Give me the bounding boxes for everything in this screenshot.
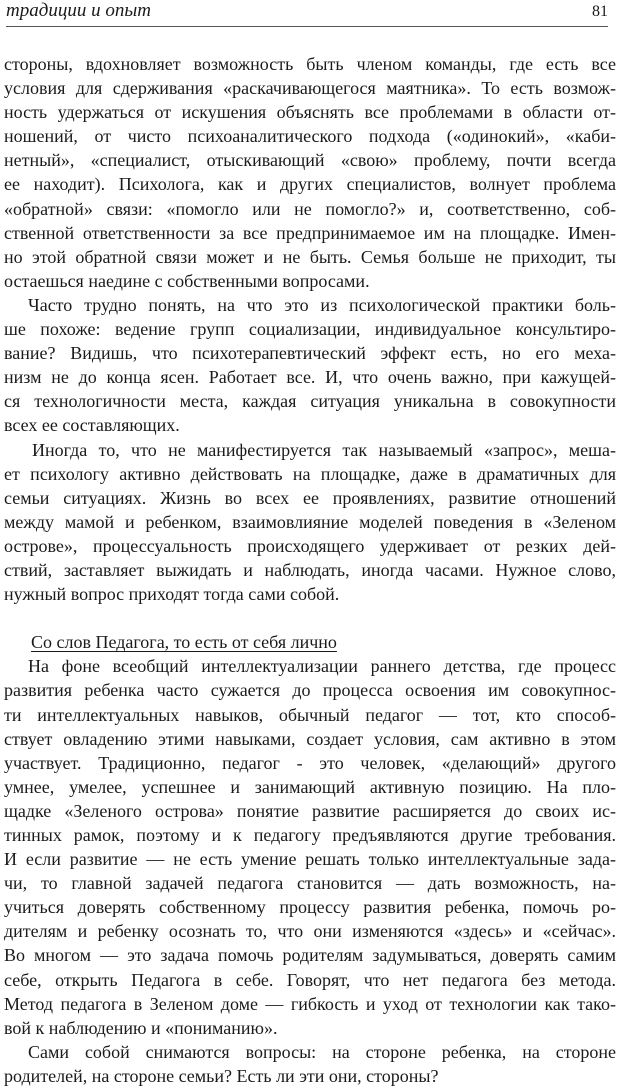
text-line: умнее, умелее, успешнее и занимающий активную позицию. На пло- bbox=[4, 776, 616, 797]
text-line: себе, открыть Педагога в себе. Говорят, что нет педагога без метода. bbox=[4, 969, 616, 990]
text-line: ее находит). Психолога, как и других специалистов, волнует проблема bbox=[4, 174, 616, 195]
text-line: щадке «Зеленого острова» понятие развитие расширяется до своих ис- bbox=[4, 800, 616, 821]
text-line: ношений, от чисто психоаналитического подхода («одинокий», «каби- bbox=[4, 126, 616, 147]
text-line: ше похоже: ведение групп социализации, индивидуальное консультиро- bbox=[4, 319, 616, 340]
paragraph bbox=[4, 438, 616, 607]
running-title: традиции и опыт bbox=[6, 0, 151, 21]
text-line: вание? Видишь, что психотерапевтический эффект есть, но его меха- bbox=[4, 343, 616, 364]
text-line: условия для сдерживания «раскачивающегося маятника». То есть возмож- bbox=[4, 78, 616, 99]
text-line: стороны, вдохновляет возможность быть членом команды, где есть все bbox=[4, 54, 616, 74]
text-line: «обратной» связи: «помогло или не помогло?» и, соответственно, соб- bbox=[4, 198, 616, 219]
text-line: нетный», «специалист, отыскивающий «свою» проблему, почти всегда bbox=[4, 150, 616, 171]
text-line: Иногда то, что не манифестируется так называемый «запрос», меша- bbox=[32, 439, 616, 460]
text-line: чи, то главной задачей педагога становится — дать возможность, на- bbox=[4, 873, 616, 894]
paragraph bbox=[4, 1040, 616, 1088]
text-line: ся технологичности места, каждая ситуация уникальна в совокупности bbox=[4, 391, 616, 412]
text-line: ственной ответственности за все предпринимаемое им на площадке. Имен- bbox=[4, 222, 616, 243]
paragraph bbox=[4, 52, 616, 293]
section-heading-text: Со слов Педагога, то есть от себя лично bbox=[31, 632, 337, 653]
page-number: 81 bbox=[592, 3, 608, 20]
section-gap bbox=[4, 606, 616, 630]
text-line: тинных рамок, поэтому и к педагогу предъявляются другие требования. bbox=[4, 825, 616, 845]
text-line: ет психологу активно действовать на площадке, даже в драматичных для bbox=[4, 463, 616, 484]
text-line: участвует. Традиционно, педагог - это человек, «делающий» другого bbox=[4, 752, 616, 773]
text-line: И если развитие — не есть умение решать только интеллектуальные зада- bbox=[4, 849, 616, 870]
text-line: остаешься наедине с собственными вопросами. bbox=[4, 270, 370, 291]
text-line: Сами собой снимаются вопросы: на стороне ребенка, на стороне bbox=[28, 1041, 616, 1062]
text-line: Метод педагога в Зеленом доме — гибкость и уход от технологии как тако- bbox=[4, 993, 616, 1014]
running-header bbox=[6, 0, 608, 27]
text-line: но этой обратной связи может и не быть. Семья больше не приходит, ты bbox=[4, 246, 616, 267]
text-line: учиться доверять собственному процессу развития ребенка, помочь ро- bbox=[4, 897, 616, 918]
text-line: вой к наблюдению и «пониманию». bbox=[4, 1017, 278, 1038]
text-line: ти интеллектуальных навыков, обычный педагог — тот, кто способ- bbox=[4, 704, 616, 725]
text-line: семьи ситуациях. Жизнь во всех ее проявлениях, развитие отношений bbox=[4, 487, 616, 508]
text-line: На фоне всеобщий интеллектуализации раннего детства, где процесс bbox=[28, 656, 616, 677]
text-line: всех ее составляющих. bbox=[4, 415, 180, 436]
text-line: Часто трудно понять, на что это из психологической практики боль- bbox=[28, 294, 616, 315]
text-line: ствий, заставляет выжидать и наблюдать, иногда часами. Нужное слово, bbox=[4, 559, 616, 580]
text-line: дителям и ребенку осознать то, что они изменяются «здесь» и «сейчас». bbox=[4, 921, 616, 942]
text-line: родителей, на стороне семьи? Есть ли эти они, стороны? bbox=[4, 1065, 439, 1086]
text-line: между мамой и ребенком, взаимовлияние моделей поведения в «Зеленом bbox=[4, 511, 616, 532]
body-text bbox=[4, 52, 616, 1088]
paragraph bbox=[4, 654, 616, 1040]
text-line: низм не до конца ясен. Работает все. И, что очень важно, при кажущей- bbox=[4, 367, 616, 388]
section-heading bbox=[4, 630, 616, 654]
text-line: ствует овладению этими навыками, создает условия, сам активно в этом bbox=[4, 728, 616, 749]
text-line: острове», процессуальность происходящего удерживает от резких дей- bbox=[4, 535, 616, 556]
text-line: нужный вопрос приходят тогда сами собой. bbox=[4, 584, 340, 605]
text-line: развития ребенка часто сужается до процесса освоения им совокупнос- bbox=[4, 680, 616, 701]
paragraph bbox=[4, 293, 616, 438]
text-line: ность удержаться от искушения объяснять все проблемами в области от- bbox=[4, 102, 616, 123]
text-line: Во многом — это задача помочь родителям задумываться, доверять самим bbox=[4, 945, 616, 966]
